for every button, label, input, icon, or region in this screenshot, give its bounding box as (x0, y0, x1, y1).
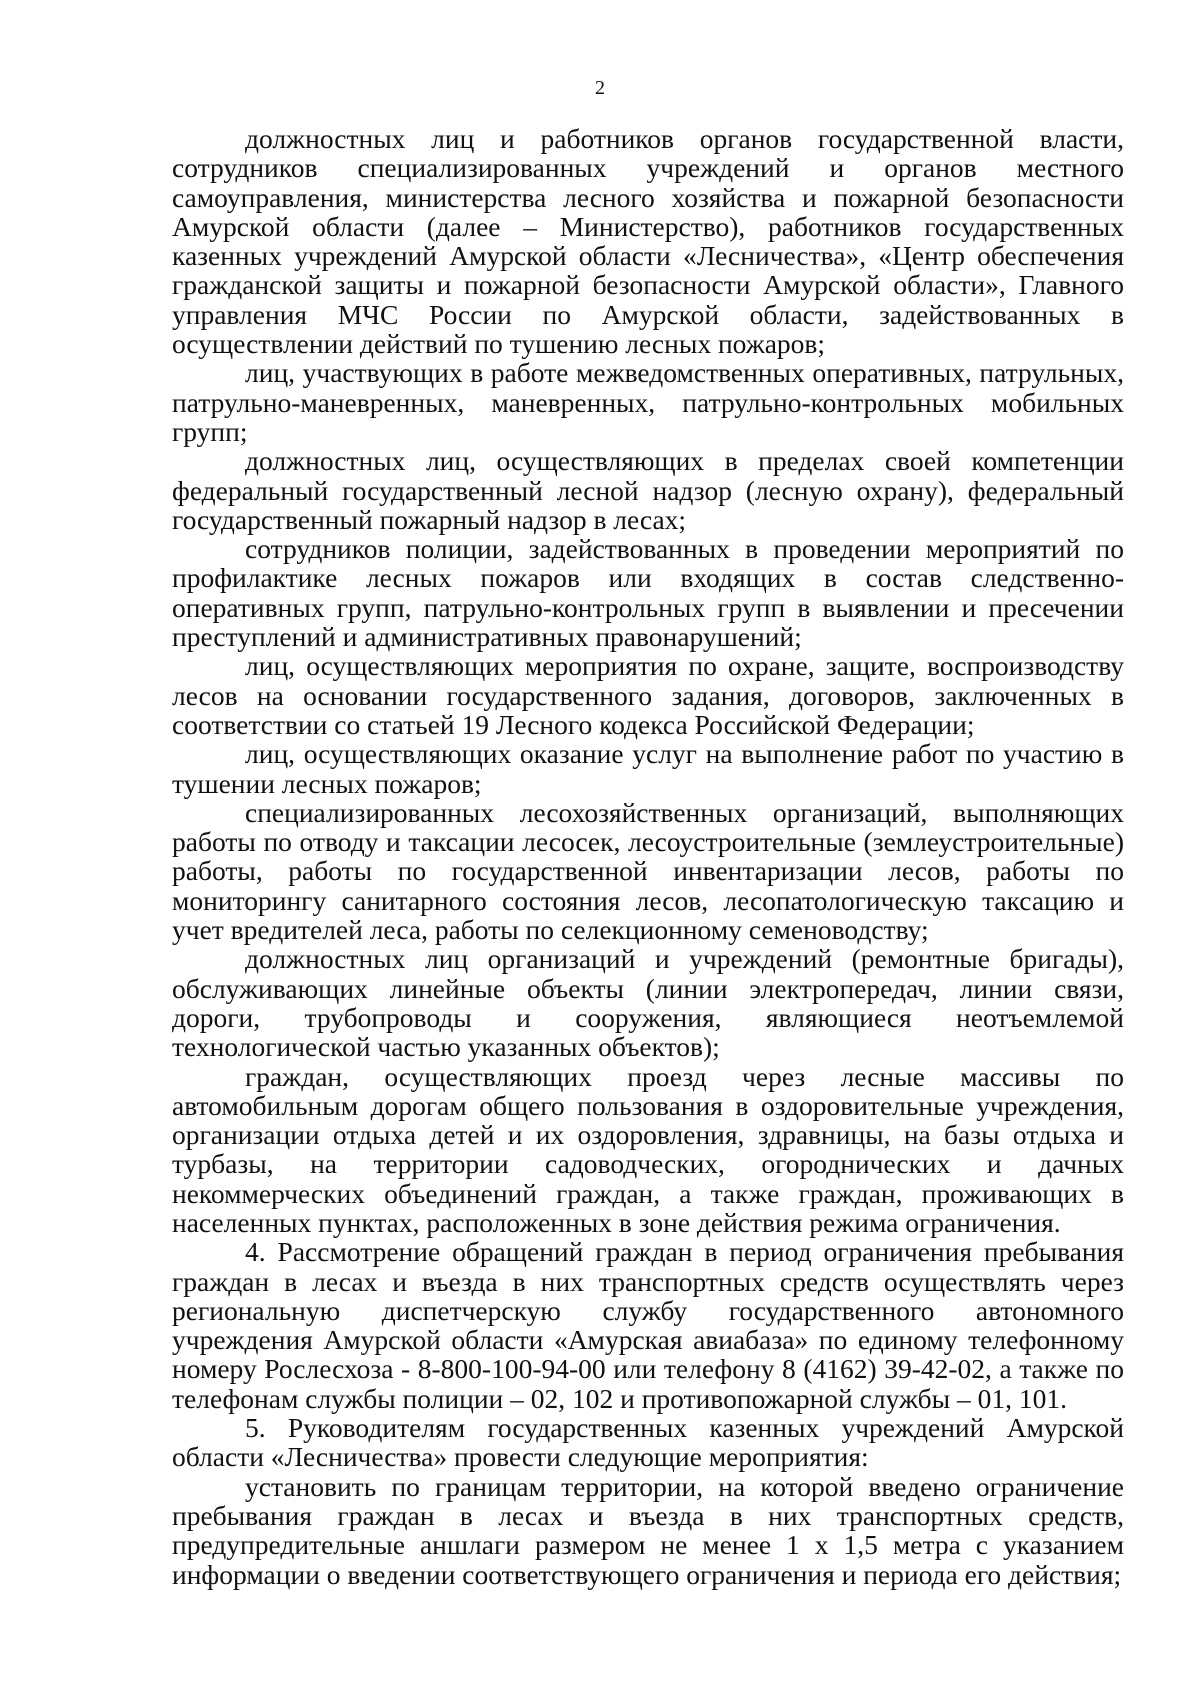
paragraph-fire-services: лиц, осуществляющих оказание услуг на выполнение работ по участию в тушении лесных пожаров; (172, 738, 1124, 799)
paragraph-police: сотрудников полиции, задействованных в проведении мероприятий по профилактике лесных пожаров или входящих в состав следственно-оперативных групп, патрульно-контрольных групп в выявлении и пресечении преступлений и административных правонарушений; (172, 533, 1124, 653)
paragraph-forestry-organizations: специализированных лесохозяйственных организаций, выполняющих работы по отводу и таксации лесосек, лесоустроительные (землеустроительные) работы, работы по государственной инвентаризации лесов, работы по мониторингу санитарного состояния лесов, лесопатологическую таксацию и учет вредителей леса, работы по селекционному семеноводству; (172, 796, 1124, 946)
page-number: 2 (595, 77, 605, 99)
paragraph-item-4: 4. Рассмотрение обращений граждан в период ограничения пребывания граждан в лесах и въезда в них транспортных средств осуществлять через региональную диспетчерскую службу государственного автономного учреждения Амурской области «Амурская авиабаза» по единому телефонному номеру Рослесхоза - 8-800-100-94-00 или телефону 8 (4162) 39-42-02, а также по телефонам службы полиции – 02, 102 и противопожарной службы – 01, 101. (172, 1236, 1124, 1414)
paragraph-officials: должностных лиц и работников органов государственной власти, сотрудников специализированных учреждений и органов местного самоуправления, министерства лесного хозяйства и пожарной безопасности Амурской области (далее – Министерство), работников государственных казенных учреждений Амурской области «Лесничества», «Центр обеспечения гражданской защиты и пожарной безопасности Амурской области», Главного управления МЧС России по Амурской области, задействованных в осуществлении действий по тушению лесных пожаров; (172, 123, 1124, 360)
paragraph-forest-protection: лиц, осуществляющих мероприятия по охране, защите, воспроизводству лесов на основании государственного задания, договоров, заключенных в соответствии со статьей 19 Лесного кодекса Российской Федерации; (172, 650, 1124, 740)
paragraph-interagency-groups: лиц, участвующих в работе межведомственных оперативных, патрульных, патрульно-маневренных, маневренных, патрульно-контрольных мобильных групп; (172, 357, 1124, 447)
paragraph-supervision-officials: должностных лиц, осуществляющих в пределах своей компетенции федеральный государственный лесной надзор (лесную охрану), федеральный государственный пожарный надзор в лесах; (172, 445, 1124, 535)
document-body (172, 124, 1124, 1589)
paragraph-item-5: 5. Руководителям государственных казенных учреждений Амурской области «Лесничества» провести следующие мероприятия: (172, 1412, 1124, 1473)
paragraph-signage: установить по границам территории, на которой введено ограничение пребывания граждан в лесах и въезда в них транспортных средств, предупредительные аншлаги размером не менее 1 х 1,5 метра с указанием информации о введении соответствующего ограничения и периода его действия; (172, 1470, 1124, 1590)
paragraph-repair-crews: должностных лиц организаций и учреждений (ремонтные бригады), обслуживающих линейные объекты (линии электропередач, линии связи, дороги, трубопроводы и сооружения, являющиеся неотъемлемой технологической частью указанных объектов); (172, 943, 1124, 1063)
paragraph-citizens-transit: граждан, осуществляющих проезд через лесные массивы по автомобильным дорогам общего пользования в оздоровительные учреждения, организации отдыха детей и их оздоровления, здравницы, на базы отдыха и турбазы, на территории садоводческих, огороднических и дачных некоммерческих объединений граждан, а также граждан, проживающих в населенных пунктах, расположенных в зоне действия режима ограничения. (172, 1060, 1124, 1238)
